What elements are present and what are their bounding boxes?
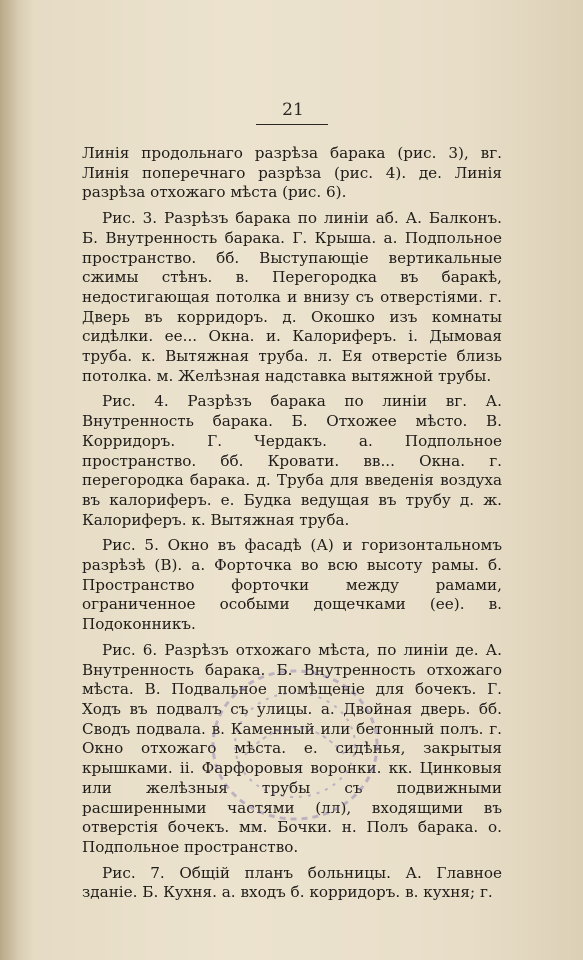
body-text bbox=[82, 144, 502, 903]
paragraph-section-lines: Линія продольнаго разрѣза барака (рис. 3), вг. Линія поперечнаго разрѣза (рис. 4). де. Линія разрѣза отхожаго мѣста (рис. 6). bbox=[82, 144, 502, 202]
paragraph-fig-4: Рис. 4. Разрѣзъ барака по линіи вг. А. Внутренность барака. Б. Отхожее мѣсто. В. Корридоръ. Г. Чердакъ. а. Подпольное пространство. бб. Кровати. вв... Окна. г. перегородка барака. д. Труба для введенія воздуха въ калориферъ. е. Будка ведущая въ трубу д. ж. Калориферъ. к. Вытяжная труба. bbox=[82, 392, 502, 529]
paragraph-fig-7: Рис. 7. Общій планъ больницы. А. Главное зданіе. Б. Кухня. а. входъ б. корридоръ. в. кухня; г. bbox=[82, 863, 502, 902]
paragraph-fig-6: Рис. 6. Разрѣзъ отхожаго мѣста, по линіи де. А. Внутренность барака. Б. Внутренность отхожаго мѣста. В. Подвальное помѣщеніе для бочекъ. Г. Ходъ въ подвалъ съ улицы. а. Двойная дверь. бб. Сводъ подвала. в. Каменный или бетонный полъ. г. Окно отхожаго мѣста. е. сидѣнья, закрытыя крышками. іі. Фарфоровыя воронки. кк. Цинковыя или желѣзныя трубы съ подвижными расширенными частями (лл), входящими въ отверстія бочекъ. мм. Бочки. н. Полъ барака. о. Подпольное пространство. bbox=[82, 640, 502, 856]
page-spine-shadow bbox=[0, 0, 18, 960]
header-rule bbox=[256, 124, 328, 125]
paragraph-fig-3: Рис. 3. Разрѣзъ барака по линіи аб. А. Балконъ. Б. Внутренность барака. Г. Крыша. а. Подпольное пространство. бб. Выступающіе вертикальные сжимы стѣнъ. в. Перегородка въ баракѣ, недостигающая потолка и внизу съ отверстіями. г. Дверь въ корридоръ. д. Окошко изъ комнаты сидѣлки. ее... Окна. и. Калориферъ. і. Дымовая труба. к. Вытяжная труба. л. Ея отверстіе близь потолка. м. Желѣзная надставка вытяжной трубы. bbox=[82, 209, 502, 385]
paragraph-fig-5: Рис. 5. Окно въ фасадѣ (А) и горизонтальномъ разрѣзѣ (В). а. Форточка во всю высоту рамы. б. Пространство форточки между рамами, ограниченное особыми дощечками (ее). в. Подоконникъ. bbox=[82, 536, 502, 634]
page-number: 21 bbox=[282, 100, 304, 120]
